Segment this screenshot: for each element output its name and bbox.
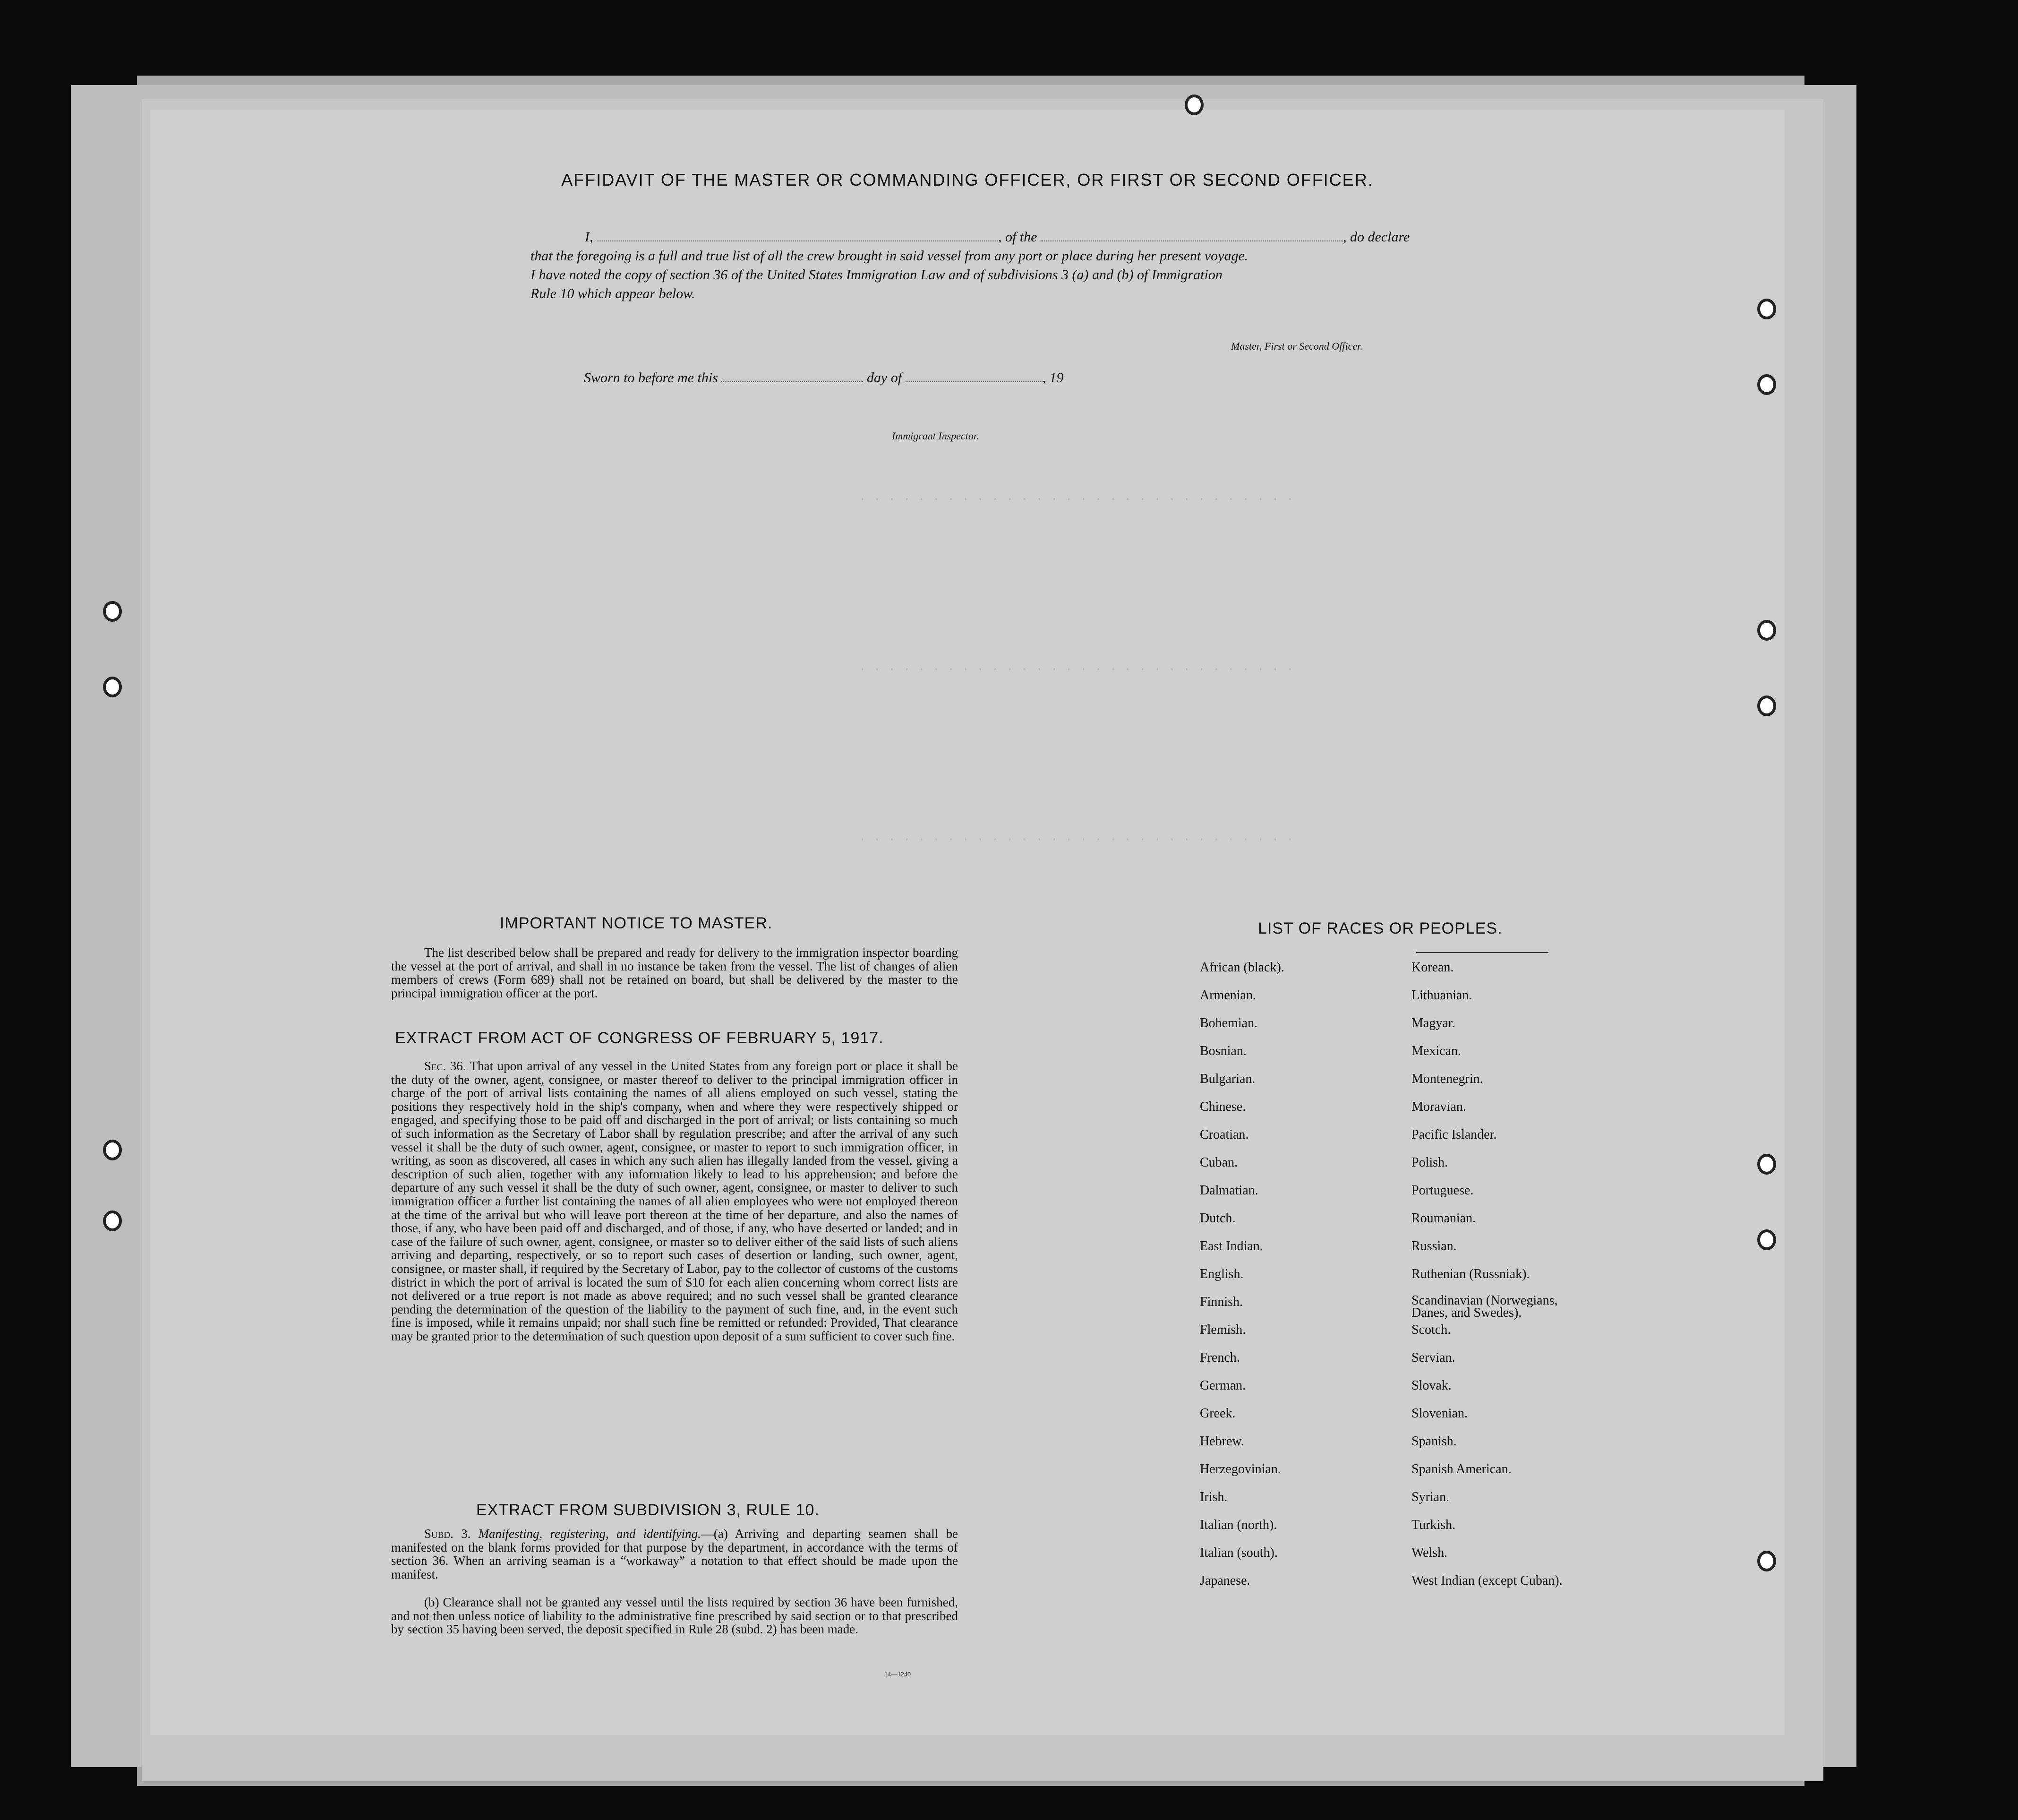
race-entry: French. (1200, 1350, 1240, 1365)
punch-hole (1185, 94, 1204, 115)
race-entry: Magyar. (1411, 1016, 1455, 1030)
punch-hole (1757, 374, 1776, 395)
affidavit-line-4: Rule 10 which appear below. (530, 286, 695, 301)
race-entry: Bulgarian. (1200, 1072, 1256, 1086)
affidavit-declaration-line (585, 228, 1591, 247)
race-entry: Lithuanian. (1411, 988, 1472, 1003)
race-entry: West Indian (except Cuban). (1411, 1573, 1563, 1588)
extract-act-text (391, 1059, 958, 1343)
race-entry: Italian (north). (1200, 1518, 1277, 1532)
punch-hole (1757, 695, 1776, 716)
race-entry: Mexican. (1411, 1044, 1461, 1058)
punch-hole (1757, 1154, 1776, 1175)
race-entry: Moravian. (1411, 1099, 1466, 1114)
rule-subdivision-b: (b) Clearance shall not be granted any vessel until the lists required by section 36 have been furnished, and not then unless notice of liability to the administrative fine prescribed by said section or to that prescribed by section 35 having been served, the deposit specified in Rule 28 (subd. 2) has been made. (391, 1595, 958, 1637)
notice-text: The list described below shall be prepared and ready for delivery to the immigration inspector boarding the vessel at the port of arrival, and shall in no instance be taken from the vessel. The list of changes of alien members of crews (Form 689) shall not be retained on board, but shall be delivered by the master to the principal immigration officer at the port. (391, 945, 958, 1000)
race-entry: Dalmatian. (1200, 1183, 1258, 1198)
race-entry: Chinese. (1200, 1099, 1246, 1114)
manifest-page (150, 110, 1785, 1735)
race-entry: Armenian. (1200, 988, 1256, 1003)
punch-hole (1757, 299, 1776, 319)
races-heading: LIST OF RACES OR PEOPLES. (1258, 919, 1503, 937)
affidavit-declare-label: , do declare (1343, 229, 1410, 245)
race-entry: Scandinavian (Norwegians, Danes, and Swedes). (1411, 1293, 1558, 1320)
extract-act-heading: EXTRACT FROM ACT OF CONGRESS OF FEBRUARY 5, 1917. (395, 1029, 884, 1047)
race-entry: Herzegovinian. (1200, 1462, 1281, 1477)
race-entry: Flemish. (1200, 1322, 1246, 1337)
extract-rule-heading: EXTRACT FROM SUBDIVISION 3, RULE 10. (476, 1501, 820, 1519)
month-blank[interactable] (906, 381, 1043, 382)
race-entry: Welsh. (1411, 1545, 1448, 1560)
bleed-through: · · · · · · · · · · · · · · · · · · · · · · · · · · · · · · (859, 492, 1294, 507)
punch-hole (103, 1140, 122, 1160)
vessel-blank[interactable] (1041, 240, 1343, 241)
name-blank[interactable] (597, 240, 998, 241)
race-entry: Servian. (1411, 1350, 1455, 1365)
day-blank[interactable] (721, 381, 863, 382)
races-right-column (1411, 960, 1582, 1601)
race-entry: Spanish American. (1411, 1462, 1512, 1477)
sworn-label: Sworn to before me this (584, 370, 718, 386)
day-of-label: day of (866, 370, 902, 386)
punch-hole (1757, 620, 1776, 641)
race-entry: Portuguese. (1411, 1183, 1474, 1198)
race-entry: East Indian. (1200, 1239, 1263, 1253)
sworn-line (584, 369, 1064, 387)
race-entry: Slovak. (1411, 1378, 1452, 1393)
race-entry: Montenegrin. (1411, 1072, 1483, 1086)
subd-title: Manifesting, registering, and identifying. (478, 1527, 701, 1541)
race-entry: German. (1200, 1378, 1246, 1393)
affidavit-line-3: I have noted the copy of section 36 of the United States Immigration Law and of subdivisions 3 (a) and (b) of Immigration (530, 267, 1223, 283)
race-entry: Cuban. (1200, 1155, 1238, 1170)
rule-subdivision-a (391, 1527, 958, 1581)
bleed-through: · · · · · · · · · · · · · · · · · · · · · · · · · · · · · · (859, 833, 1294, 847)
race-entry: Syrian. (1411, 1490, 1450, 1504)
race-entry: Turkish. (1411, 1518, 1456, 1532)
race-entry: Hebrew. (1200, 1434, 1244, 1449)
punch-hole (103, 601, 122, 622)
signature-label: Master, First or Second Officer. (1231, 340, 1363, 352)
race-entry: Japanese. (1200, 1573, 1250, 1588)
race-entry: Dutch. (1200, 1211, 1236, 1226)
race-entry: Italian (south). (1200, 1545, 1278, 1560)
race-entry: Croatian. (1200, 1127, 1249, 1142)
affidavit-of-the-label: , of the (998, 229, 1037, 245)
section-label: Sec. 36. (424, 1059, 466, 1073)
race-entry: Finnish. (1200, 1295, 1243, 1309)
notice-heading: IMPORTANT NOTICE TO MASTER. (500, 914, 773, 932)
bleed-through: · · · · · · · · · · · · · · · · · · · · · · · · · · · · · · (859, 662, 1294, 677)
form-number: 14—1240 (884, 1671, 911, 1678)
race-entry: Ruthenian (Russniak). (1411, 1267, 1530, 1281)
race-entry: African (black). (1200, 960, 1284, 975)
race-entry: Spanish. (1411, 1434, 1457, 1449)
inspector-label: Immigrant Inspector. (892, 430, 979, 442)
punch-hole (1757, 1229, 1776, 1250)
race-entry: English. (1200, 1267, 1244, 1281)
affidavit-line-2: that the foregoing is a full and true list of all the crew brought in said vessel from any port or place during her present voyage. (530, 248, 1248, 264)
year-label: , 19 (1042, 370, 1064, 386)
subd-text-a: —(a) Arriving and departing seamen shall be manifested on the blank forms provided for that purpose by the department, in accordance with the terms of section 36. When an arriving seaman is a “workaway” a notation to that effect should be made upon the manifest. (391, 1527, 958, 1581)
affidavit-title: AFFIDAVIT OF THE MASTER OR COMMANDING OFFICER, OR FIRST OR SECOND OFFICER. (561, 170, 1374, 189)
race-entry: Greek. (1200, 1406, 1236, 1421)
race-entry: Irish. (1200, 1490, 1228, 1504)
punch-hole (103, 1210, 122, 1231)
race-entry: Bohemian. (1200, 1016, 1258, 1030)
punch-hole (103, 677, 122, 697)
races-left-column (1200, 960, 1284, 1601)
race-entry: Korean. (1411, 960, 1454, 975)
section-text: That upon arrival of any vessel in the United States from any foreign port or place it shall be the duty of the owner, agent, consignee, or master thereof to deliver to the principal immigration officer in charge of the port of arrival lists containing the names of all aliens employed on such vessel, stating the positions they respectively hold in the ship's company, when and where they were respectively shipped or engaged, and specifying those to be paid off and discharged in the port of arrival; or lists containing so much of such information as the Secretary of Labor shall by regulation prescribe; and after the arrival of any such vessel it shall be the duty of such owner, agent, consignee, or master to report to such immigration officer, in writing, as soon as discovered, all cases in which any such alien has illegally landed from the vessel, giving a description of such alien, together with any information likely to lead to his apprehension; and before the departure of any such vessel it shall be the duty of such owner, agent, consignee, or master to deliver to such immigration officer a further list containing the names of all alien employees who were not employed thereon at the time of the arrival but who will leave port thereon at the time of her departure, and also the names of those, if any, who have been paid off and discharged, and of those, if any, who have deserted or landed; and in case of the failure of such owner, agent, consignee, or master so to deliver either of the said lists of such aliens arriving and departing, respectively, or so to report such cases of desertion or landing, such owner, agent, consignee, or master shall, if required by the Secretary of Labor, pay to the collector of customs of the customs district in which the port of arrival is located the sum of $10 for each alien concerning whom correct lists are not delivered or a true report is not made as above required; and no such vessel shall be granted clearance pending the determination of the question of the liability to the payment of such fine, and, in the event such fine is imposed, while it remains unpaid; nor shall such fine be remitted or refunded: Provided, That clearance may be granted prior to the determination of such question upon deposit of a sum sufficient to cover such fine. (391, 1059, 958, 1343)
race-entry: Bosnian. (1200, 1044, 1247, 1058)
race-entry: Polish. (1411, 1155, 1448, 1170)
punch-hole (1757, 1551, 1776, 1571)
race-entry: Scotch. (1411, 1322, 1451, 1337)
subd-label: Subd. 3. (424, 1527, 471, 1541)
race-entry: Pacific Islander. (1411, 1127, 1497, 1142)
race-entry: Roumanian. (1411, 1211, 1476, 1226)
race-entry: Russian. (1411, 1239, 1457, 1253)
heading-underline (1416, 952, 1548, 953)
affidavit-i-label: I, (585, 229, 593, 245)
race-entry: Slovenian. (1411, 1406, 1468, 1421)
